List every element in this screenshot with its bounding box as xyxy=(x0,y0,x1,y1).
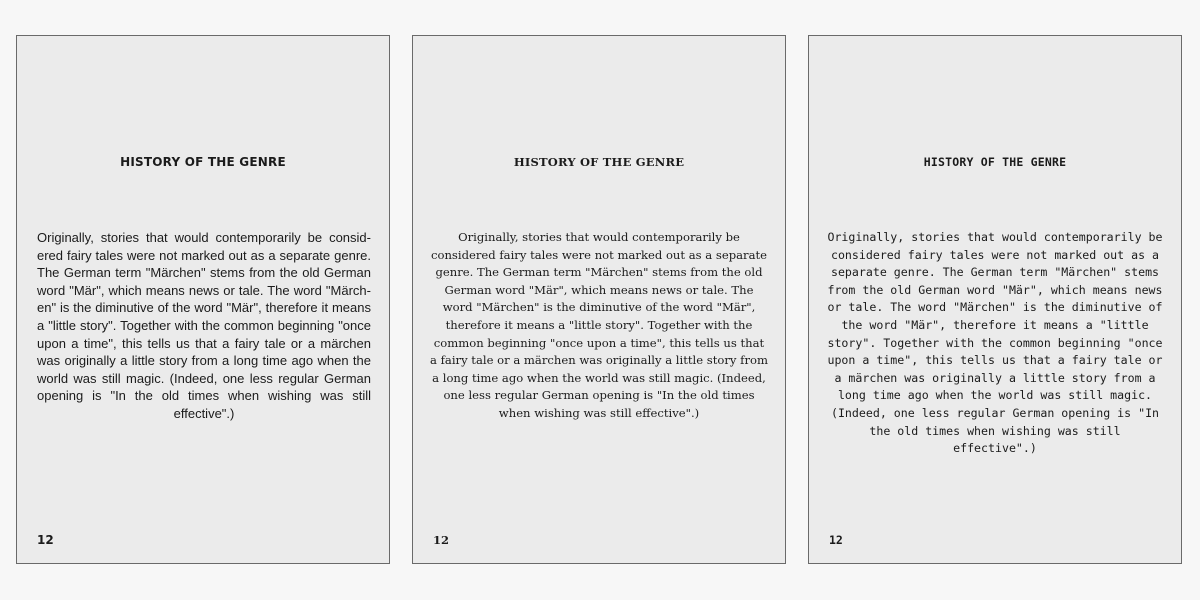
page-number: 12 xyxy=(829,533,843,547)
book-page-serif xyxy=(412,35,786,564)
page-heading: HISTORY OF THE GENRE xyxy=(120,155,286,169)
page-body-text: Originally, stories that would contemporarily be considered fairy tales were not marked out as a separate genre. The German term "Märchen" stems from the old German word "Mär", which means news or tale. The word "Märchen" is the diminutive of the word "Mär", therefore it means a "little story". Together with the common beginning "once upon a time", this tells us that a fairy tale or a märchen was originally a little story from a long time ago when the world was still magic. (Indeed, one less regular German opening is "In the old times when wishing was still effective".) xyxy=(37,230,371,421)
page-number: 12 xyxy=(37,533,54,547)
book-page-mono xyxy=(808,35,1182,564)
page-body-text: Originally, stories that would contemporarily be considered fairy tales were not marked out as a separate genre. The German term "Märchen" stems from the old German word "Mär", which means news or tale. The word "Märchen" is the diminutive of the word "Mär", therefore it means a "little story". Together with the common beginning "once upon a time", this tells us that a fairy tale or a märchen was originally a little story from a long time ago when the world was still magic. (Indeed, one less regular German opening is "In the old times when wishing was still effective".) xyxy=(430,230,768,420)
page-number: 12 xyxy=(433,533,450,547)
book-page-sans xyxy=(16,35,390,564)
page-heading: HISTORY OF THE GENRE xyxy=(513,155,685,169)
page-heading: HISTORY OF THE GENRE xyxy=(923,155,1067,169)
page-body-text: Originally, stories that would contemporarily be considered fairy tales were not marked out as a separate genre. The German term "Märchen" stems from the old German word "Mär", which means news or tale. The word "Märchen" is the diminutive of the word "Mär", therefore it means a "little story". Together with the common beginning "once upon a time", this tells us that a fairy tale or a märchen was originally a little story from a long time ago when the world was still magic. (Indeed, one less regular German opening is "In the old times when wishing was still effective".) xyxy=(827,230,1163,456)
